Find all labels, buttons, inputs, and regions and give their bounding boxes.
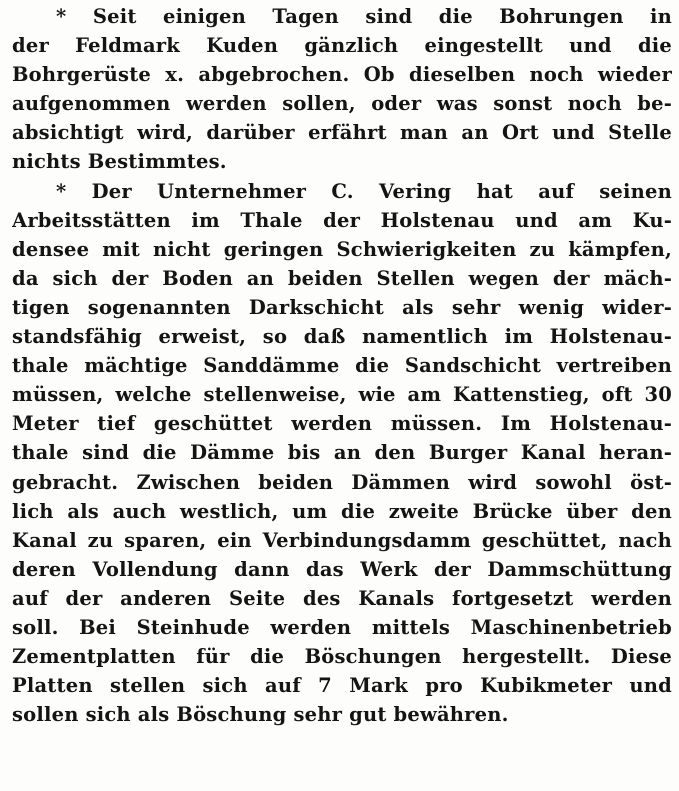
text-line: müssen, welche stellenweise, wie am Kattenstieg, oft 30 (12, 383, 672, 407)
text-line: Meter tief geschüttet werden müssen. Im Holstenau- (12, 412, 672, 436)
text-line: Platten stellen sich auf 7 Mark pro Kubikmeter und (12, 674, 672, 698)
text-line: der Feldmark Kuden gänzlich eingestellt und die (12, 34, 672, 58)
text-line: thale mächtige Sanddämme die Sandschicht vertreiben (12, 354, 672, 378)
text-line: standsfähig erweist, so daß namentlich im Holstenau- (12, 325, 672, 349)
text-line: Zementplatten für die Böschungen hergestellt. Diese (12, 645, 672, 669)
text-line: aufgenommen werden sollen, oder was sonst noch be- (12, 92, 672, 116)
text-line: Arbeitsstätten im Thale der Holstenau und am Ku- (12, 208, 672, 232)
paragraph-contractor (12, 177, 672, 730)
text-line: Bohrgerüste x. abgebrochen. Ob dieselben noch wieder (12, 63, 672, 87)
text-line: * Seit einigen Tagen sind die Bohrungen in (56, 5, 672, 28)
text-line: deren Vollendung dann das Werk der Dammschüttung (12, 557, 672, 581)
text-line: sollen sich als Böschung sehr gut bewähren. (12, 703, 509, 727)
text-line: soll. Bei Steinhude werden mittels Maschinenbetrieb (12, 615, 672, 639)
text-line: da sich der Boden an beiden Stellen wegen der mäch- (12, 266, 672, 290)
paragraph-drilling (12, 2, 672, 177)
text-line: Kanal zu sparen, ein Verbindungsdamm geschüttet, nach (12, 528, 672, 552)
article-text (12, 2, 672, 729)
text-line: absichtigt wird, darüber erfährt man an Ort und Stelle (12, 121, 672, 145)
text-line: gebracht. Zwischen beiden Dämmen wird sowohl öst- (12, 470, 672, 494)
text-line: nichts Bestimmtes. (12, 150, 227, 174)
text-line: tigen sogenannten Darkschicht als sehr wenig wider- (12, 295, 672, 319)
text-line: * Der Unternehmer C. Vering hat auf seinen (56, 179, 672, 203)
text-line: auf der anderen Seite des Kanals fortgesetzt werden (12, 586, 672, 610)
text-line: densee mit nicht geringen Schwierigkeiten zu kämpfen, (12, 237, 672, 261)
text-line: lich als auch westlich, um die zweite Brücke über den (12, 499, 672, 523)
text-line: thale sind die Dämme bis an den Burger Kanal heran- (12, 441, 672, 465)
